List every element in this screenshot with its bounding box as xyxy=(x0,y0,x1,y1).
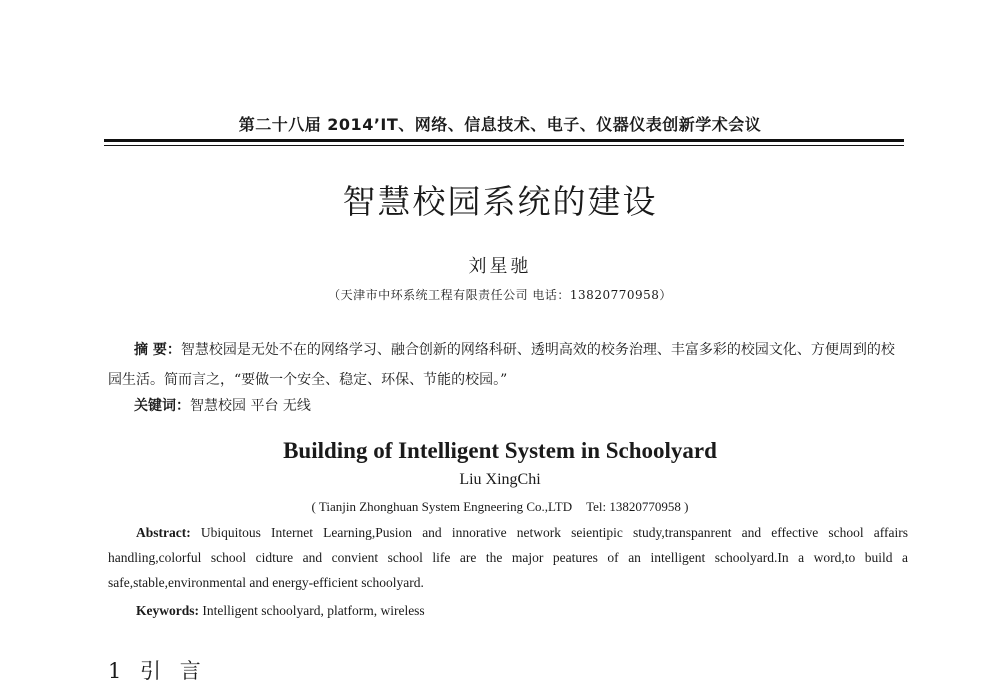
chinese-keywords-label: 关键词： xyxy=(134,398,190,414)
english-abstract-text: Ubiquitous Internet Learning,Pusion and innorative network seientipic study,transpanrent and effective school affairs handling,colorful school cidture and convient school life are the major peatures of an intelligent schoolyard.In a word,to build a safe,stable,environmental and energy-efficient schoolyard. xyxy=(108,525,909,590)
english-abstract-label: Abstract: xyxy=(136,525,191,540)
conference-header: 第二十八届 2014’IT、网络、信息技术、电子、仪器仪表创新学术会议 xyxy=(238,115,762,134)
chinese-affiliation: （天津市中环系统工程有限责任公司 电话：13820770958） xyxy=(328,288,672,302)
english-keywords-label: Keywords: xyxy=(136,603,199,618)
chinese-title: 智慧校园系统的建设 xyxy=(342,182,658,221)
english-keywords-text: Intelligent schoolyard, platform, wireless xyxy=(202,603,425,618)
section-heading: 1 引 言 xyxy=(108,659,207,683)
chinese-abstract-text: 智慧校园是无处不在的网络学习、融合创新的网络科研、透明高效的校务治理、丰富多彩的校园文化、方便周到的校园生活。简而言之，“要做一个安全、稳定、环保、节能的校园。” xyxy=(108,342,895,388)
chinese-author: 刘星驰 xyxy=(468,256,532,277)
english-keywords xyxy=(136,601,425,621)
chinese-keywords-text: 智慧校园 平台 无线 xyxy=(190,398,311,414)
header-rule-thin xyxy=(104,145,904,146)
english-affiliation-org: ( Tianjin Zhonghuan System Engneering Co.,LTD xyxy=(311,499,573,514)
english-abstract xyxy=(108,520,908,595)
english-affiliation-tel: Tel: 13820770958 ) xyxy=(586,499,689,514)
english-author: Liu XingChi xyxy=(459,471,541,488)
english-affiliation xyxy=(0,499,1000,515)
header-rule-thick xyxy=(104,139,904,142)
chinese-abstract xyxy=(108,335,908,395)
chinese-keywords xyxy=(134,396,311,416)
english-title: Building of Intelligent System in Schoolyard xyxy=(283,438,717,463)
chinese-abstract-label: 摘 要： xyxy=(134,342,181,358)
